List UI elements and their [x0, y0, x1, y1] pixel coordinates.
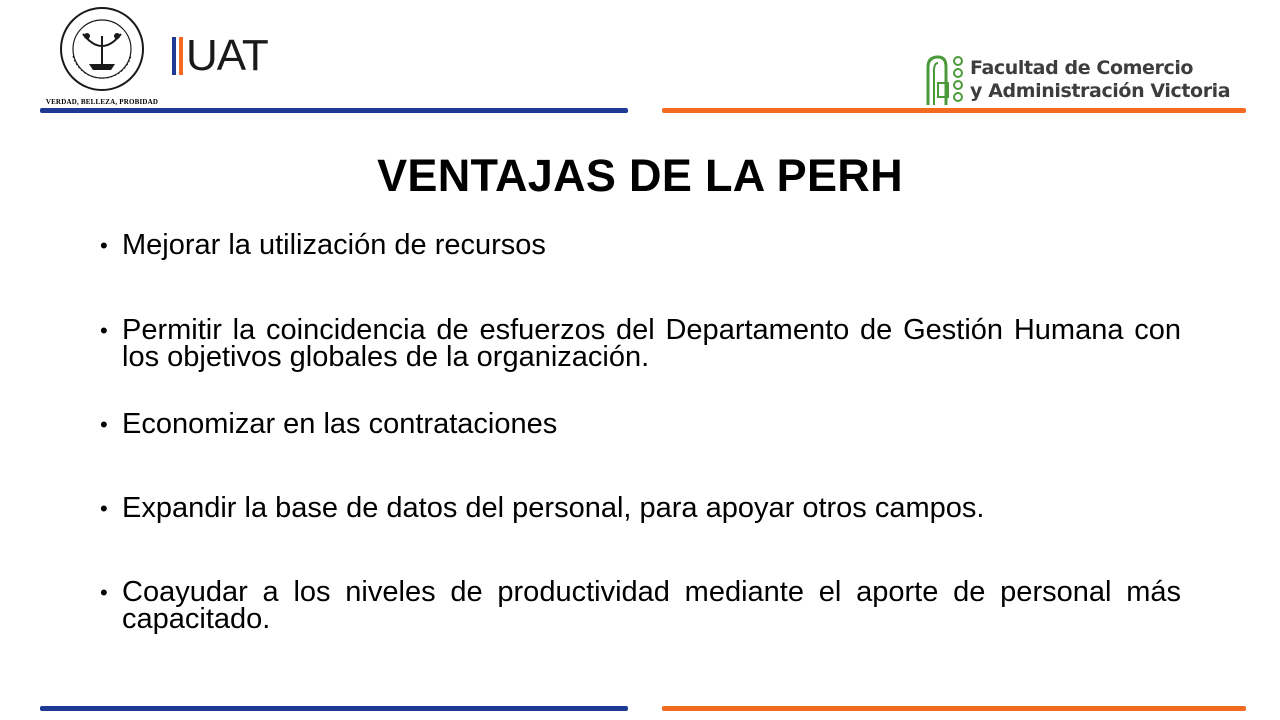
- seal-motto: VERDAD, BELLEZA, PROBIDAD: [45, 98, 159, 106]
- bullet-item: [100, 408, 1181, 440]
- bottom-orange-divider: [662, 706, 1246, 711]
- bullet-text: Expandir la base de datos del personal, para apoyar otros campos.: [122, 492, 985, 524]
- bullet-text: Mejorar la utilización de recursos: [122, 229, 546, 261]
- faculty-name: [970, 57, 1230, 103]
- faculty-emblem-icon: [924, 53, 966, 107]
- bullet-marker: •: [100, 412, 108, 437]
- uat-orange-bar: [179, 37, 183, 75]
- bullet-marker: •: [100, 318, 108, 343]
- top-orange-divider: [662, 108, 1246, 113]
- faculty-name-line-2: y Administración Victoria: [970, 80, 1231, 102]
- bullet-text: Permitir la coincidencia de esfuerzos del Departamento de Gestión Humana con los objetivos globales de la organización.: [122, 314, 1181, 373]
- uat-logo-text: UAT: [186, 31, 268, 80]
- bullet-text: Coayudar a los niveles de productividad mediante el aporte de personal más capacitado.: [122, 576, 1181, 635]
- bullet-list: [100, 229, 1181, 635]
- university-seal: [38, 6, 166, 106]
- seal-emblem-icon: [59, 6, 145, 92]
- slide-title: VENTAJAS DE LA PERH: [377, 150, 903, 201]
- bullet-item: [100, 576, 1181, 635]
- bullet-item: [100, 229, 1181, 261]
- bullet-marker: •: [100, 580, 108, 605]
- top-blue-divider: [40, 108, 628, 113]
- bullet-marker: •: [100, 233, 108, 258]
- uat-blue-bar: [172, 37, 176, 75]
- bullet-item: [100, 314, 1181, 373]
- uat-logo: [172, 31, 268, 80]
- uat-logo-bars: [172, 37, 183, 75]
- bullet-marker: •: [100, 496, 108, 521]
- bullet-item: [100, 492, 1181, 524]
- faculty-name-line-1: Facultad de Comercio: [970, 57, 1194, 79]
- faculty-logo: [924, 52, 1230, 108]
- bullet-text: Economizar en las contrataciones: [122, 408, 558, 440]
- bottom-blue-divider: [40, 706, 628, 711]
